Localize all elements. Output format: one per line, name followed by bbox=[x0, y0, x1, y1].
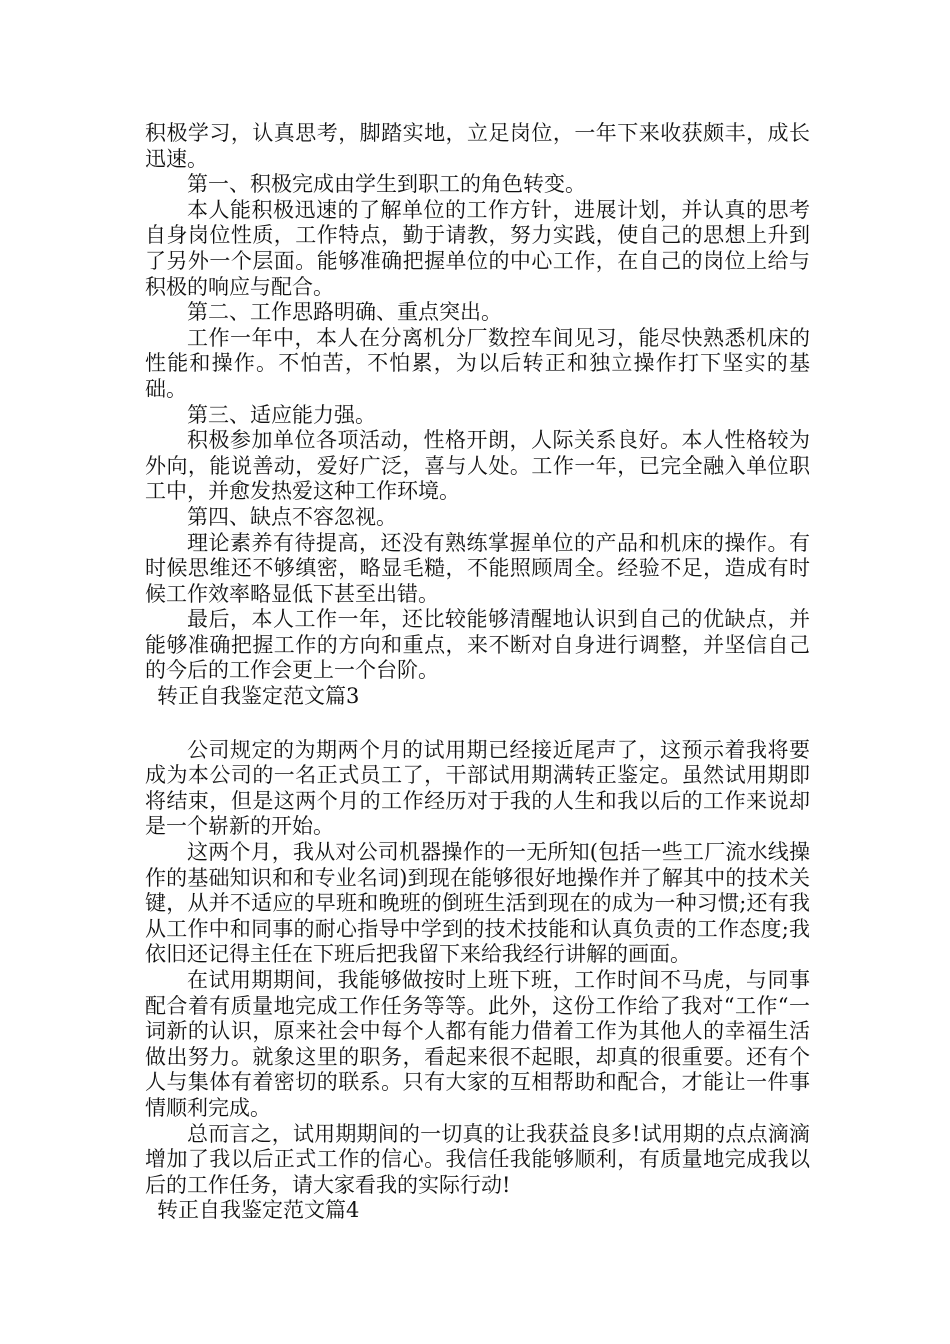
point2-title: 第二、工作思路明确、重点突出。 bbox=[187, 300, 502, 325]
section3-paragraph-3: 在试用期期间，我能够做按时上班下班，工作时间不马虎，与同事配合着有质量地完成工作任务等等。此外，这份工作给了我对“工作“一词新的认识，原来社会中每个人都有能力借着工作为其他人的幸福生活做出努力。就象这里的职务，看起来很不起眼，却真的很重要。还有个人与集体有着密切的联系。只有大家的互相帮助和配合，才能让一件事情顺利完成。 bbox=[145, 968, 810, 1120]
conclusion-paragraph: 最后，本人工作一年，还比较能够清醒地认识到自己的优缺点，并能够准确把握工作的方向和重点，来不断对自身进行调整，并坚信自己的今后的工作会更上一个台阶。 bbox=[145, 607, 810, 683]
intro-paragraph: 积极学习，认真思考，脚踏实地，立足岗位，一年下来收获颇丰，成长迅速。 bbox=[145, 121, 810, 171]
point3-title: 第三、适应能力强。 bbox=[187, 402, 376, 427]
document-page bbox=[145, 121, 810, 1224]
point4-title: 第四、缺点不容忽视。 bbox=[187, 504, 397, 529]
section-heading-4: 转正自我鉴定范文篇4 bbox=[157, 1198, 360, 1223]
section3-paragraph-2: 这两个月，我从对公司机器操作的一无所知(包括一些工厂流水线操作的基础知识和和专业名词)到现在能够很好地操作并了解其中的技术关键，从并不适应的早班和晚班的倒班生活到现在的成为一种习惯;还有我从工作中和同事的耐心指导中学到的技术技能和认真负责的工作态度;我依旧还记得主任在下班后把我留下来给我经行讲解的画面。 bbox=[145, 840, 810, 967]
section3-paragraph-4: 总而言之，试用期期间的一切真的让我获益良多!试用期的点点滴滴增加了我以后正式工作的信心。我信任我能够顺利，有质量地完成我以后的工作任务，请大家看我的实际行动! bbox=[145, 1121, 810, 1197]
point1-title: 第一、积极完成由学生到职工的角色转变。 bbox=[187, 172, 586, 197]
point4-body: 理论素养有待提高，还没有熟练掌握单位的产品和机床的操作。有时候思维还不够缜密，略显毛糙，不能照顾周全。经验不足，造成有时候工作效率略显低下甚至出错。 bbox=[145, 530, 810, 606]
point3-body: 积极参加单位各项活动，性格开朗，人际关系良好。本人性格较为外向，能说善动，爱好广泛，喜与人处。工作一年，已完全融入单位职工中，并愈发热爱这种工作环境。 bbox=[145, 428, 810, 504]
section3-paragraph-1: 公司规定的为期两个月的试用期已经接近尾声了，这预示着我将要成为本公司的一名正式员工了，干部试用期满转正鉴定。虽然试用期即将结束，但是这两个月的工作经历对于我的人生和我以后的工作来说却是一个崭新的开始。 bbox=[145, 737, 810, 839]
point2-body: 工作一年中，本人在分离机分厂数控车间见习，能尽快熟悉机床的性能和操作。不怕苦，不怕累，为以后转正和独立操作打下坚实的基础。 bbox=[145, 325, 810, 401]
section-spacer bbox=[145, 710, 810, 738]
section-heading-3: 转正自我鉴定范文篇3 bbox=[157, 684, 360, 709]
point1-body: 本人能积极迅速的了解单位的工作方针，进展计划，并认真的思考自身岗位性质，工作特点，勤于请教，努力实践，使自己的思想上升到了另外一个层面。能够准确把握单位的中心工作，在自己的岗位上给与积极的响应与配合。 bbox=[145, 197, 810, 299]
